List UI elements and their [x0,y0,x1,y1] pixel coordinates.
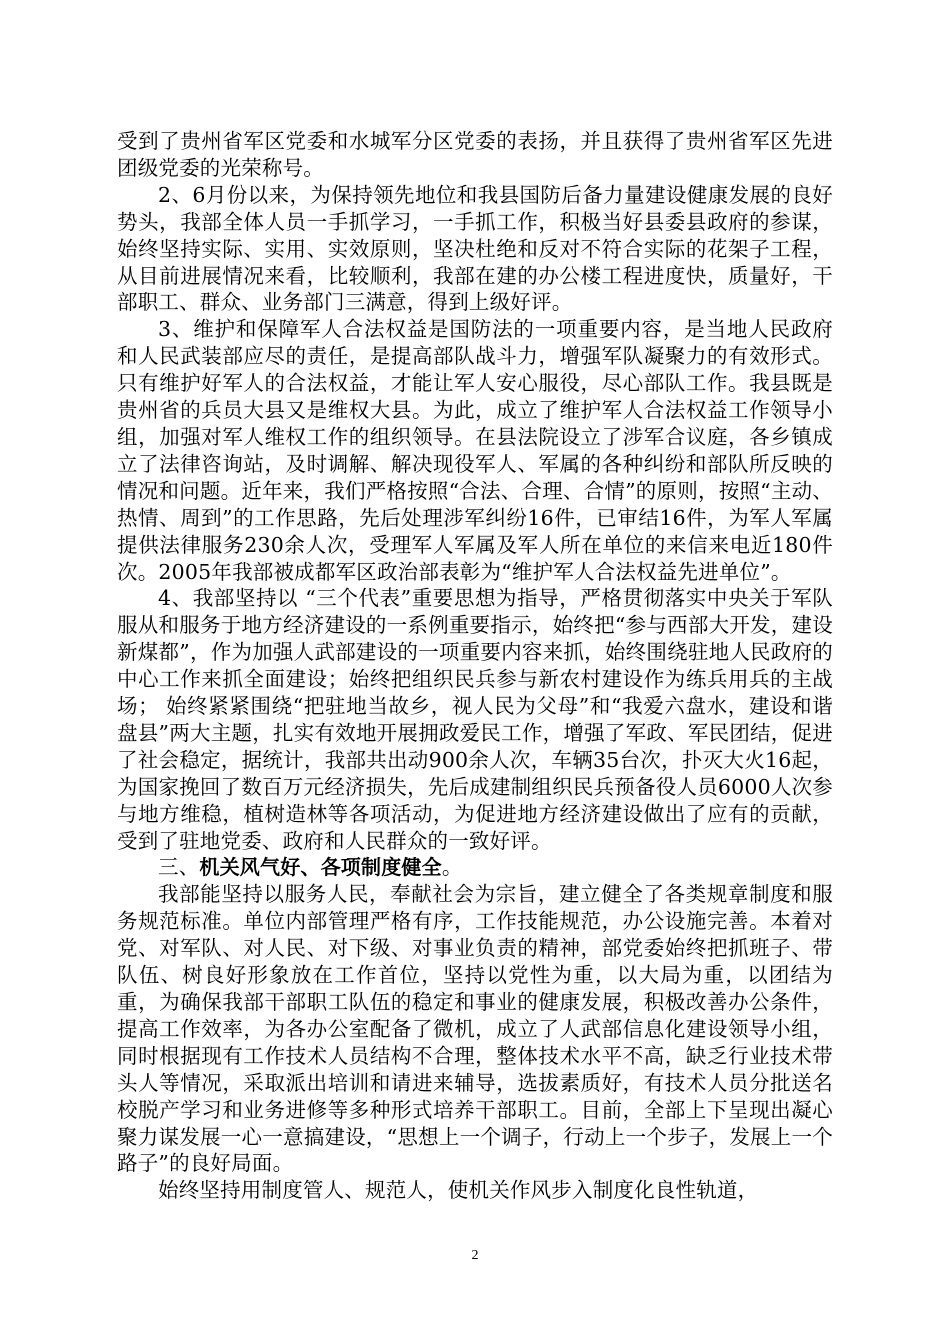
paragraph-continuation: 受到了贵州省军区党委和水城军分区党委的表扬，并且获得了贵州省军区先进团级党委的光荣称号。 [117,129,833,180]
page-number: 2 [471,1248,479,1263]
paragraph-item-3: 3、维护和保障军人合法权益是国防法的一项重要内容，是当地人民政府和人民武装部应尽的责任，是提高部队战斗力，增强军队凝聚力的有效形式。只有维护好军人的合法权益，才能让军人安心服役，尽心部队工作。我县既是贵州省的兵员大县又是维权大县。为此，成立了维护军人合法权益工作领导小组，加强对军人维权工作的组织领导。在县法院设立了涉军合议庭，各乡镇成立了法律咨询站，及时调解、解决现役军人、军属的各种纠纷和部队所反映的情况和问题。近年来，我们严格按照“合法、合理、合情”的原则，按照“主动、热情、周到”的工作思路，先后处理涉军纠纷16件，已审结16件，为军人军属提供法律服务230余人次，受理军人军属及军人所在单位的来信来电近180件次。2005年我部被成都军区政治部表彰为“维护军人合法权益先进单位”。 [117,317,833,584]
paragraph-item-2: 2、6月份以来，为保持领先地位和我县国防后备力量建设健康发展的良好势头，我部全体人员一手抓学习，一手抓工作，积极当好县委县政府的参谋，始终坚持实际、实用、实效原则，坚决杜绝和反对不符合实际的花架子工程，从目前进展情况来看，比较顺利，我部在建的办公楼工程进度快，质量好，干部职工、群众、业务部门三满意，得到上级好评。 [117,182,833,315]
section-heading-prefix: 三、 [158,855,200,880]
paragraph-section-body: 我部能坚持以服务人民，奉献社会为宗旨，建立健全了各类规章制度和服务规范标准。单位内部管理严格有序，工作技能规范，办公设施完善。本着对党、对军队、对人民、对下级、对事业负责的精神，部党委始终把抓班子、带队伍、树良好形象放在工作首位，坚持以党性为重，以大局为重，以团结为重，为确保我部干部职工队伍的稳定和事业的健康发展，积极改善办公条件，提高工作效率，为各办公室配备了微机，成立了人武部信息化建设领导小组，同时根据现有工作技术人员结构不合理，整体技术水平不高，缺乏行业技术带头人等情况，采取派出培训和请进来辅导，选拔素质好，有技术人员分批送名校脱产学习和业务进修等多种形式培养干部职工。目前，全部上下呈现出凝心聚力谋发展一心一意搞建设，“思想上一个调子，行动上一个步子，发展上一个路子”的良好局面。 [117,882,833,1176]
paragraph-item-4: 4、我部坚持以 “三个代表”重要思想为指导，严格贯彻落实中央关于军队服从和服务于地方经济建设的一系例重要指示，始终把“参与西部大开发，建设新煤都”，作为加强人武部建设的一项重要内容来抓，始终围绕驻地人民政府的中心工作来抓全面建设；始终把组织民兵参与新农村建设作为练兵用兵的主战场； 始终紧紧围绕“把驻地当故乡，视人民为父母”和“我爱六盘水，建设和谐盘县”两大主题，扎实有效地开展拥政爱民工作，增强了军政、军民团结，促进了社会稳定，据统计，我部共出动900余人次，车辆35台次，扑灭大火16起，为国家挽回了数百万元经济损失，先后成建制组织民兵预备役人员6000人次参与地方维稳，植树造林等各项活动，为促进地方经济建设做出了应有的贡献，受到了驻地党委、政府和人民群众的一致好评。 [117,586,833,853]
section-heading-suffix: 。 [441,855,463,880]
document-body [117,128,833,1204]
section-heading-title: 机关风气好、各项制度健全 [199,855,442,880]
section-heading [117,854,833,881]
paragraph-section-continued: 始终坚持用制度管人、规范人，使机关作风步入制度化良性轨道， [158,1178,759,1203]
